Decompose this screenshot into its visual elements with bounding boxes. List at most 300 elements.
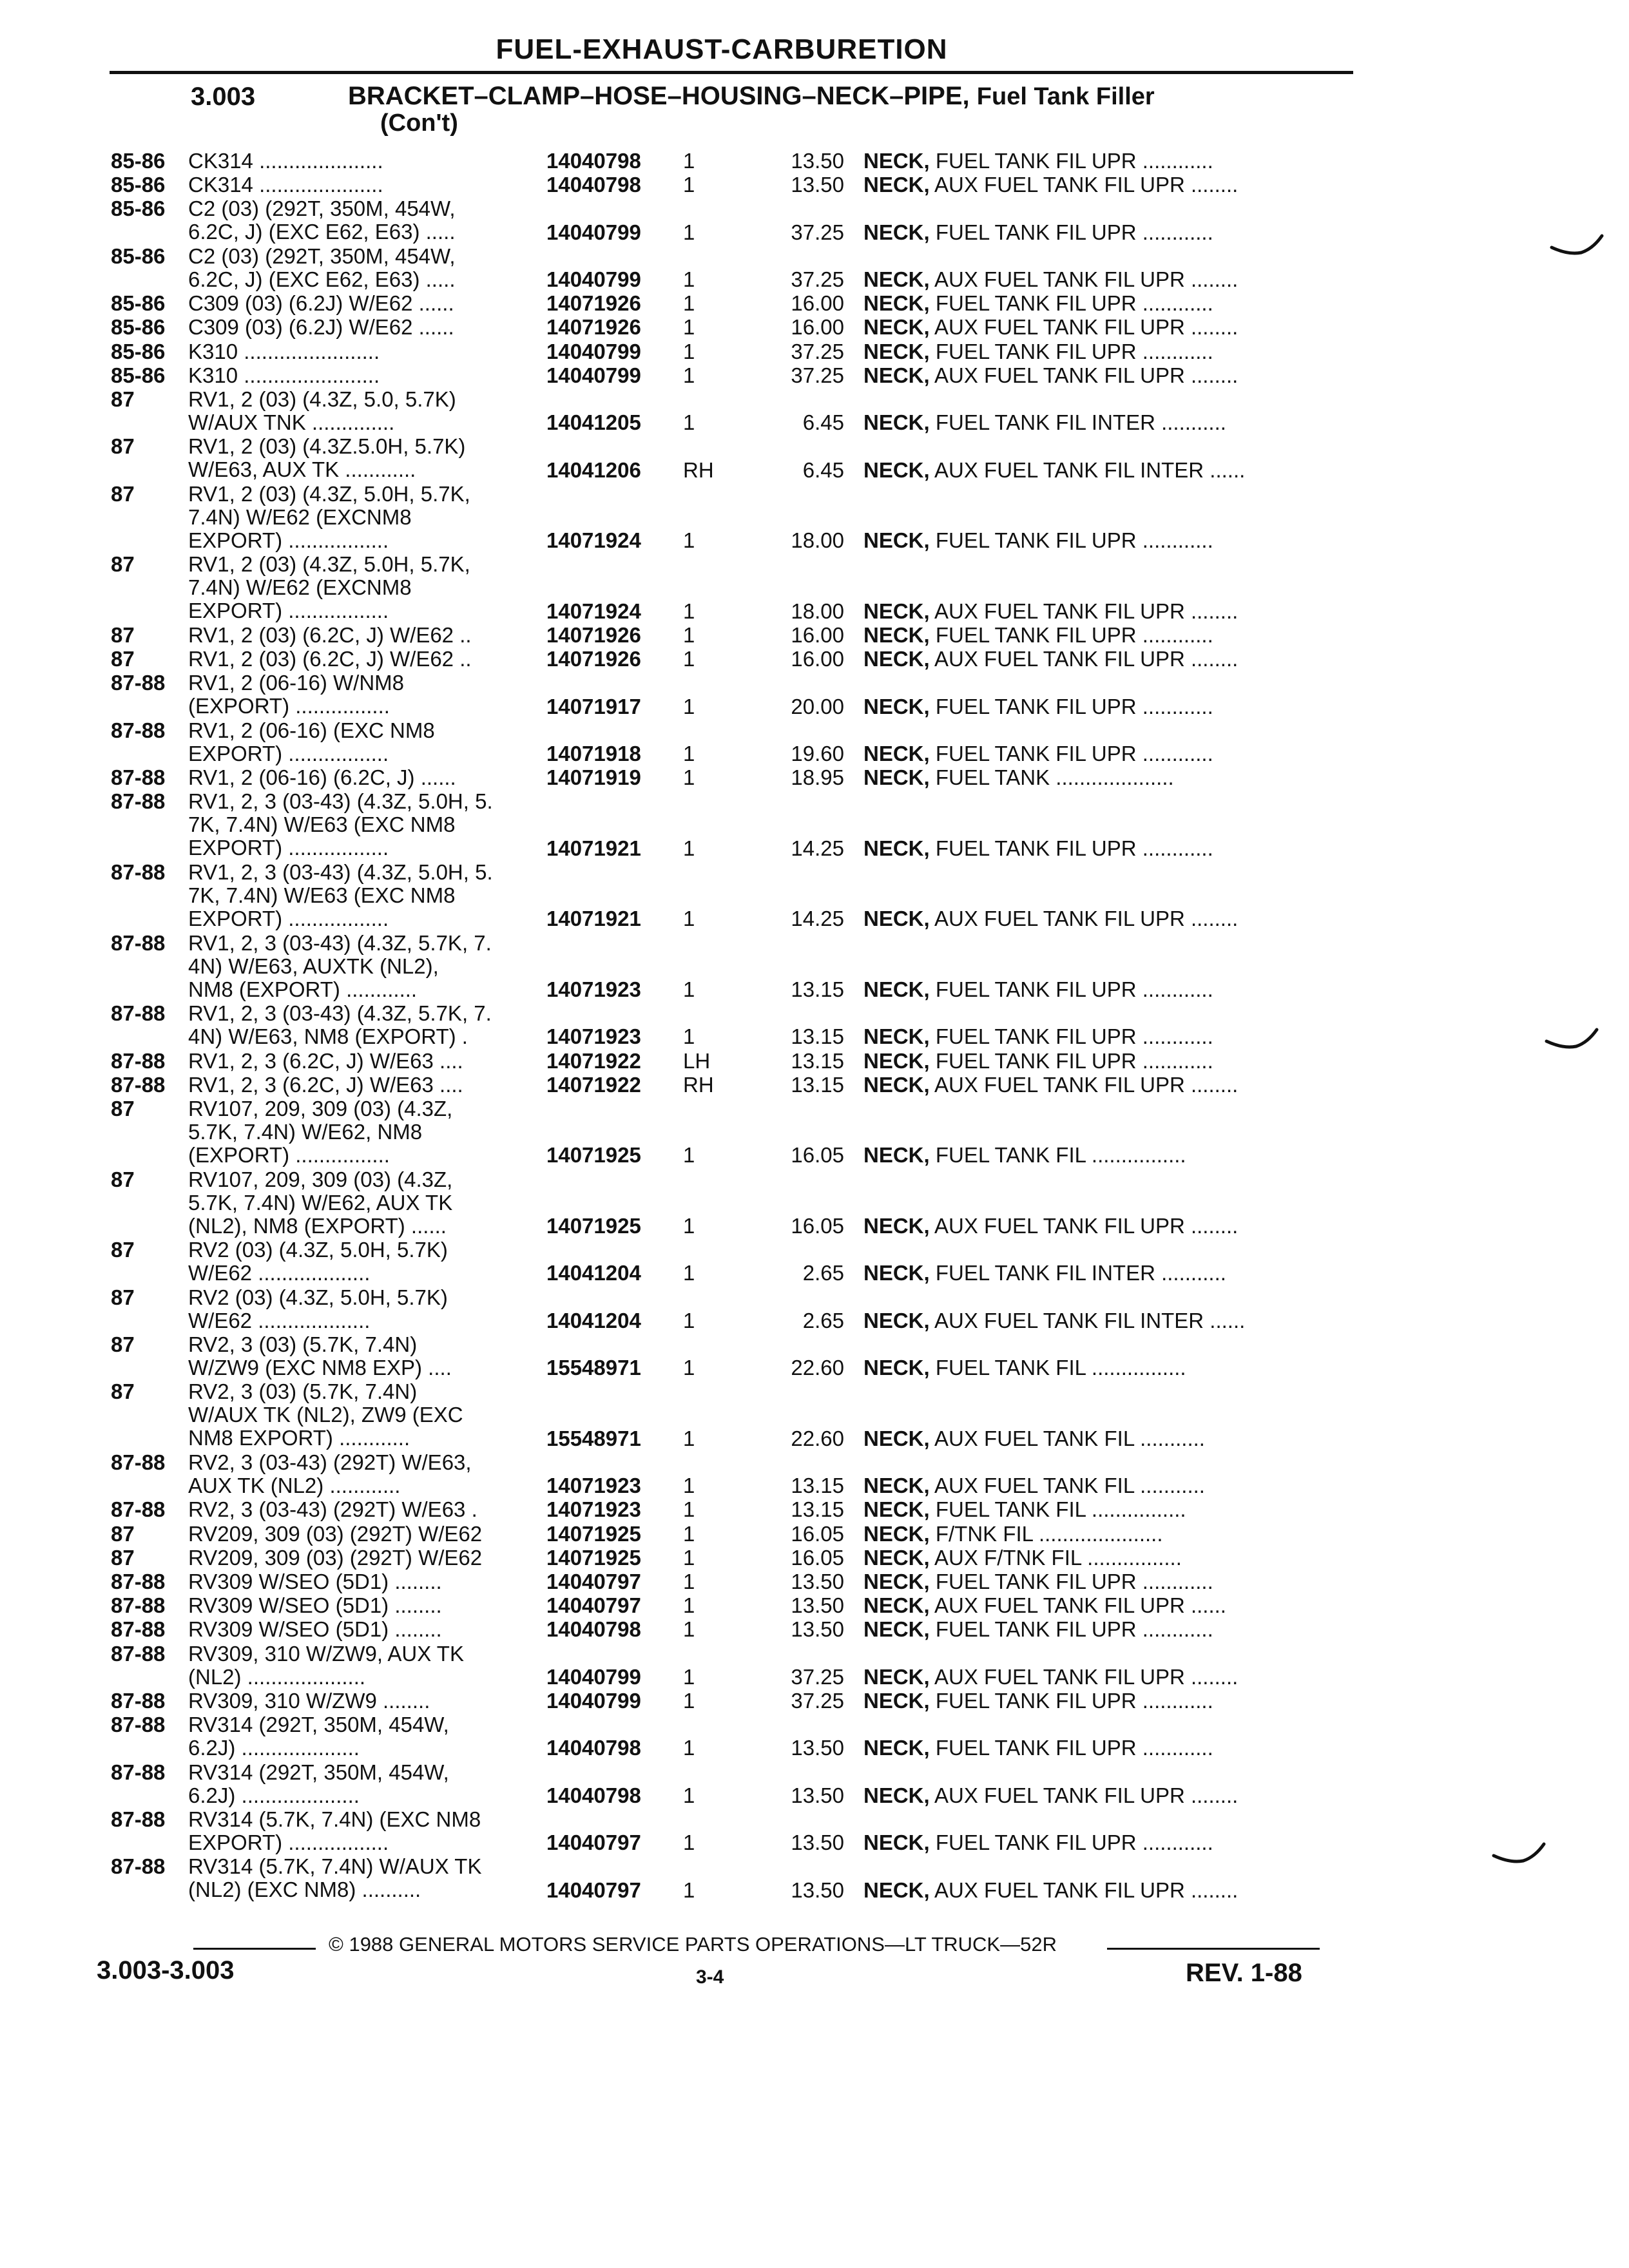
- part-name-detail: FUEL TANK FIL ................: [929, 1498, 1186, 1522]
- part-number: 14071925: [546, 1521, 641, 1546]
- part-name-prefix: NECK,: [863, 1073, 930, 1097]
- part-name: [863, 459, 1340, 482]
- quantity: 1: [683, 291, 695, 316]
- part-number: 14040798: [546, 149, 641, 173]
- part-number: 14071926: [546, 291, 641, 316]
- part-number: 14071925: [546, 1545, 641, 1570]
- part-name-detail: AUX FUEL TANK FIL UPR ......: [929, 1594, 1226, 1618]
- application-description: RV1, 2 (03) (6.2C, J) W/E62 ..: [188, 647, 472, 671]
- part-name-detail: FUEL TANK FIL UPR ............: [929, 220, 1213, 244]
- model-year: 87: [111, 1167, 135, 1191]
- model-year: 87: [111, 647, 135, 671]
- part-name-detail: AUX FUEL TANK FIL UPR ........: [929, 173, 1239, 197]
- price: 6.45: [802, 410, 844, 435]
- quantity: 1: [683, 1783, 695, 1807]
- model-year: 85-86: [111, 291, 166, 316]
- section-continued-label: (Con't): [380, 110, 458, 137]
- price: 37.25: [791, 339, 844, 363]
- part-number: 14071925: [546, 1213, 641, 1238]
- quantity: 1: [683, 1664, 695, 1689]
- model-year: 87-88: [111, 1713, 166, 1737]
- part-name-detail: AUX F/TNK FIL ................: [929, 1546, 1182, 1570]
- section-title-suffix: Fuel Tank Filler: [976, 83, 1155, 110]
- part-name: [863, 1215, 1340, 1238]
- part-name-prefix: NECK,: [863, 1474, 930, 1498]
- part-number: 14071922: [546, 1048, 641, 1073]
- part-name-prefix: NECK,: [863, 340, 930, 363]
- model-year: 87: [111, 1545, 135, 1570]
- part-name-detail: FUEL TANK FIL UPR ............: [929, 836, 1213, 860]
- part-number: 14071924: [546, 599, 641, 623]
- part-name: [863, 1262, 1340, 1285]
- check-mark-icon: [1544, 1027, 1599, 1053]
- price: 6.45: [802, 457, 844, 482]
- part-name-detail: AUX FUEL TANK FIL INTER ......: [929, 458, 1246, 482]
- price: 22.60: [791, 1426, 844, 1450]
- model-year: 87: [111, 1521, 135, 1546]
- application-description: RV309 W/SEO (5D1) ........: [188, 1593, 442, 1618]
- model-year: 85-86: [111, 315, 166, 340]
- model-year: 87: [111, 387, 135, 411]
- check-mark-icon: [1491, 1841, 1547, 1867]
- part-name-detail: AUX FUEL TANK FIL UPR ........: [929, 599, 1239, 623]
- quantity: 1: [683, 647, 695, 671]
- application-description: RV2 (03) (4.3Z, 5.0H, 5.7K) W/E62 ...................: [188, 1285, 448, 1332]
- quantity: 1: [683, 599, 695, 623]
- model-year: 87-88: [111, 930, 166, 955]
- part-name: [863, 1474, 1340, 1497]
- price: 18.00: [791, 528, 844, 553]
- part-name: [863, 1309, 1340, 1332]
- part-number: 14040798: [546, 1736, 641, 1760]
- part-name: [863, 1073, 1340, 1097]
- part-number: 14041204: [546, 1308, 641, 1332]
- price: 16.05: [791, 1521, 844, 1546]
- part-name-detail: FUEL TANK FIL UPR ............: [929, 742, 1213, 765]
- application-description: RV1, 2 (03) (6.2C, J) W/E62 ..: [188, 623, 472, 647]
- part-number: 14040799: [546, 1689, 641, 1713]
- part-name: [863, 1618, 1340, 1641]
- part-name: [863, 1050, 1340, 1073]
- part-name-detail: FUEL TANK FIL UPR ............: [929, 695, 1213, 718]
- model-year: 85-86: [111, 197, 166, 221]
- price: 13.50: [791, 1593, 844, 1618]
- part-name-detail: AUX FUEL TANK FIL UPR ........: [929, 363, 1239, 387]
- part-name: [863, 600, 1340, 623]
- model-year: 87-88: [111, 1048, 166, 1073]
- part-name-prefix: NECK,: [863, 766, 930, 790]
- part-name-detail: AUX FUEL TANK FIL UPR ........: [929, 1073, 1239, 1097]
- quantity: 1: [683, 1617, 695, 1642]
- part-name-detail: FUEL TANK FIL UPR ............: [929, 624, 1213, 647]
- application-description: RV1, 2, 3 (03-43) (4.3Z, 5.0H, 5. 7K, 7.4N) W/E63 (EXC NM8 EXPORT) .................: [188, 860, 493, 930]
- part-name: [863, 695, 1340, 718]
- part-name-detail: AUX FUEL TANK FIL UPR ........: [929, 1878, 1239, 1902]
- part-number: 14071919: [546, 765, 641, 790]
- quantity: 1: [683, 1024, 695, 1049]
- part-name-detail: AUX FUEL TANK FIL UPR ........: [929, 267, 1239, 291]
- price: 16.00: [791, 291, 844, 316]
- price: 16.05: [791, 1545, 844, 1570]
- application-description: RV1, 2 (06-16) W/NM8 (EXPORT) ................: [188, 671, 404, 718]
- part-name-prefix: NECK,: [863, 648, 930, 671]
- part-name-prefix: NECK,: [863, 1618, 930, 1642]
- quantity: 1: [683, 220, 695, 244]
- application-description: RV1, 2 (03) (4.3Z.5.0H, 5.7K) W/E63, AUX TK ............: [188, 434, 466, 482]
- quantity: 1: [683, 1878, 695, 1902]
- model-year: 85-86: [111, 244, 166, 268]
- part-name-detail: FUEL TANK FIL ................: [929, 1356, 1186, 1380]
- price: 16.00: [791, 623, 844, 647]
- application-description: RV1, 2, 3 (6.2C, J) W/E63 ....: [188, 1048, 463, 1073]
- part-name-detail: FUEL TANK ....................: [929, 766, 1174, 790]
- part-number: 14071917: [546, 694, 641, 718]
- application-description: RV1, 2 (03) (4.3Z, 5.0H, 5.7K, 7.4N) W/E62 (EXCNM8 EXPORT) .................: [188, 552, 470, 623]
- part-name: [863, 316, 1340, 339]
- quantity: 1: [683, 149, 695, 173]
- part-name: [863, 1356, 1340, 1379]
- model-year: 85-86: [111, 363, 166, 387]
- part-name-detail: FUEL TANK FIL UPR ............: [929, 977, 1213, 1001]
- part-name-prefix: NECK,: [863, 411, 930, 435]
- application-description: RV1, 2 (06-16) (6.2C, J) ......: [188, 765, 456, 790]
- part-number: 14071921: [546, 907, 641, 931]
- part-name: [863, 364, 1340, 387]
- part-name-prefix: NECK,: [863, 1783, 930, 1807]
- model-year: 87-88: [111, 718, 166, 742]
- application-description: C2 (03) (292T, 350M, 454W, 6.2C, J) (EXC E62, E63) .....: [188, 197, 456, 244]
- model-year: 87-88: [111, 1072, 166, 1097]
- quantity: 1: [683, 741, 695, 765]
- part-name-detail: AUX FUEL TANK FIL UPR ........: [929, 1665, 1239, 1689]
- price: 16.00: [791, 315, 844, 340]
- part-name: [863, 1666, 1340, 1689]
- part-name: [863, 1689, 1340, 1713]
- part-name-prefix: NECK,: [863, 1546, 930, 1570]
- quantity: RH: [683, 457, 714, 482]
- model-year: 87-88: [111, 789, 166, 814]
- price: 13.15: [791, 1474, 844, 1498]
- quantity: 1: [683, 1497, 695, 1522]
- part-name-prefix: NECK,: [863, 1309, 930, 1332]
- part-name: [863, 149, 1340, 173]
- part-number: 14071926: [546, 647, 641, 671]
- price: 13.15: [791, 1072, 844, 1097]
- part-name-prefix: NECK,: [863, 624, 930, 647]
- application-description: RV209, 309 (03) (292T) W/E62: [188, 1521, 483, 1546]
- part-name-prefix: NECK,: [863, 1736, 930, 1760]
- quantity: 1: [683, 836, 695, 860]
- part-name-prefix: NECK,: [863, 836, 930, 860]
- part-name-prefix: NECK,: [863, 220, 930, 244]
- price: 37.25: [791, 1664, 844, 1689]
- part-number: 14040799: [546, 220, 641, 244]
- part-name-detail: FUEL TANK FIL ................: [929, 1144, 1186, 1168]
- part-name-prefix: NECK,: [863, 1878, 930, 1902]
- part-name: [863, 411, 1340, 434]
- part-name-prefix: NECK,: [863, 1356, 930, 1380]
- part-name: [863, 837, 1340, 860]
- application-description: RV1, 2, 3 (03-43) (4.3Z, 5.7K, 7. 4N) W/E63, AUXTK (NL2), NM8 (EXPORT) ............: [188, 930, 492, 1001]
- application-description: RV2 (03) (4.3Z, 5.0H, 5.7K) W/E62 ...................: [188, 1238, 448, 1285]
- quantity: 1: [683, 315, 695, 340]
- part-name-prefix: NECK,: [863, 363, 930, 387]
- part-name: [863, 978, 1340, 1001]
- part-name-prefix: NECK,: [863, 1025, 930, 1049]
- part-name-detail: FUEL TANK FIL UPR ............: [929, 1049, 1213, 1073]
- part-name: [863, 1427, 1340, 1450]
- application-description: RV107, 209, 309 (03) (4.3Z, 5.7K, 7.4N) W/E62, AUX TK (NL2), NM8 (EXPORT) ......: [188, 1167, 453, 1238]
- application-description: K310 .......................: [188, 363, 380, 387]
- part-name-detail: F/TNK FIL .....................: [929, 1522, 1163, 1546]
- quantity: 1: [683, 363, 695, 387]
- part-name-prefix: NECK,: [863, 1689, 930, 1713]
- application-description: RV107, 209, 309 (03) (4.3Z, 5.7K, 7.4N) W/E62, NM8 (EXPORT) ................: [188, 1097, 453, 1167]
- part-number: 14040799: [546, 1664, 641, 1689]
- part-name-detail: FUEL TANK FIL INTER ...........: [929, 411, 1226, 435]
- application-description: K310 .......................: [188, 339, 380, 363]
- model-year: 85-86: [111, 339, 166, 363]
- part-number: 14071918: [546, 741, 641, 765]
- application-description: RV1, 2, 3 (03-43) (4.3Z, 5.0H, 5. 7K, 7.4N) W/E63 (EXC NM8 EXPORT) .................: [188, 789, 493, 860]
- quantity: 1: [683, 1570, 695, 1593]
- model-year: 87-88: [111, 1001, 166, 1026]
- model-year: 87: [111, 552, 135, 577]
- part-name: [863, 1879, 1340, 1902]
- application-description: C309 (03) (6.2J) W/E62 ......: [188, 315, 454, 340]
- part-name: [863, 1736, 1340, 1760]
- price: 13.50: [791, 1570, 844, 1593]
- model-year: 87-88: [111, 1854, 166, 1879]
- model-year: 87-88: [111, 1689, 166, 1713]
- application-description: RV1, 2 (03) (4.3Z, 5.0, 5.7K) W/AUX TNK ..............: [188, 387, 456, 434]
- price: 16.00: [791, 647, 844, 671]
- application-description: RV314 (5.7K, 7.4N) (EXC NM8 EXPORT) .................: [188, 1807, 481, 1854]
- application-description: RV209, 309 (03) (292T) W/E62: [188, 1545, 483, 1570]
- part-name-prefix: NECK,: [863, 529, 930, 553]
- price: 37.25: [791, 267, 844, 291]
- part-name: [863, 907, 1340, 930]
- price: 18.00: [791, 599, 844, 623]
- part-number: 15548971: [546, 1356, 641, 1380]
- model-year: 87-88: [111, 1450, 166, 1474]
- part-name-detail: FUEL TANK FIL UPR ............: [929, 1689, 1213, 1713]
- price: 37.25: [791, 220, 844, 244]
- price: 13.50: [791, 1831, 844, 1855]
- price: 13.50: [791, 1617, 844, 1642]
- model-year: 87-88: [111, 1593, 166, 1618]
- quantity: 1: [683, 1736, 695, 1760]
- header-rule: [110, 71, 1353, 74]
- price: 37.25: [791, 1689, 844, 1713]
- quantity: 1: [683, 1356, 695, 1380]
- application-description: RV1, 2 (06-16) (EXC NM8 EXPORT) .................: [188, 718, 435, 765]
- price: 13.50: [791, 173, 844, 197]
- part-name-detail: AUX FUEL TANK FIL UPR ........: [929, 1214, 1239, 1238]
- part-name-prefix: NECK,: [863, 1831, 930, 1855]
- model-year: 87-88: [111, 1807, 166, 1831]
- part-name: [863, 1594, 1340, 1617]
- part-name-detail: FUEL TANK FIL UPR ............: [929, 292, 1213, 316]
- section-title: [348, 84, 1155, 109]
- part-name-prefix: NECK,: [863, 1427, 930, 1450]
- section-number: 3.003: [191, 82, 256, 111]
- part-number: 14071923: [546, 1024, 641, 1049]
- part-name-prefix: NECK,: [863, 149, 930, 173]
- footer-rule-right: [1107, 1948, 1320, 1950]
- quantity: 1: [683, 410, 695, 435]
- part-name-detail: FUEL TANK FIL UPR ............: [929, 529, 1213, 553]
- application-description: CK314 .....................: [188, 149, 383, 173]
- part-name-prefix: NECK,: [863, 292, 930, 316]
- application-description: RV314 (5.7K, 7.4N) W/AUX TK (NL2) (EXC NM8) ..........: [188, 1854, 482, 1902]
- part-name-prefix: NECK,: [863, 1144, 930, 1168]
- quantity: RH: [683, 1072, 714, 1097]
- model-year: 87-88: [111, 1617, 166, 1642]
- model-year: 87: [111, 1097, 135, 1120]
- part-name: [863, 766, 1340, 789]
- quantity: 1: [683, 173, 695, 197]
- price: 13.15: [791, 1024, 844, 1049]
- price: 14.25: [791, 836, 844, 860]
- part-name-prefix: NECK,: [863, 1049, 930, 1073]
- part-name: [863, 742, 1340, 765]
- part-name-detail: AUX FUEL TANK FIL UPR ........: [929, 648, 1239, 671]
- quantity: LH: [683, 1048, 711, 1073]
- part-name-detail: AUX FUEL TANK FIL UPR ........: [929, 907, 1239, 931]
- price: 16.05: [791, 1213, 844, 1238]
- part-name-detail: AUX FUEL TANK FIL ...........: [929, 1474, 1205, 1498]
- quantity: 1: [683, 1545, 695, 1570]
- quantity: 1: [683, 1308, 695, 1332]
- part-name: [863, 1025, 1340, 1048]
- part-number: 14071921: [546, 836, 641, 860]
- price: 13.15: [791, 1497, 844, 1522]
- model-year: 87-88: [111, 1497, 166, 1522]
- part-name-prefix: NECK,: [863, 316, 930, 340]
- part-number: 14071925: [546, 1143, 641, 1168]
- part-number: 14071923: [546, 1474, 641, 1498]
- part-name-prefix: NECK,: [863, 1594, 930, 1618]
- quantity: 1: [683, 528, 695, 553]
- model-year: 85-86: [111, 149, 166, 173]
- model-year: 87: [111, 623, 135, 647]
- part-name-prefix: NECK,: [863, 1214, 930, 1238]
- part-number: 14071924: [546, 528, 641, 553]
- application-description: C2 (03) (292T, 350M, 454W, 6.2C, J) (EXC E62, E63) .....: [188, 244, 456, 291]
- application-description: RV314 (292T, 350M, 454W, 6.2J) ....................: [188, 1713, 449, 1760]
- quantity: 1: [683, 1474, 695, 1498]
- section-title-main: BRACKET–CLAMP–HOSE–HOUSING–NECK–PIPE,: [348, 82, 970, 110]
- application-description: RV309, 310 W/ZW9 ........: [188, 1689, 430, 1713]
- application-description: RV2, 3 (03) (5.7K, 7.4N) W/ZW9 (EXC NM8 EXP) ....: [188, 1332, 452, 1379]
- model-year: 87: [111, 1332, 135, 1356]
- quantity: 1: [683, 694, 695, 718]
- quantity: 1: [683, 1143, 695, 1168]
- application-description: RV2, 3 (03-43) (292T) W/E63 .: [188, 1497, 477, 1522]
- revision-label: REV. 1-88: [1186, 1959, 1302, 1987]
- part-number: 14040797: [546, 1570, 641, 1593]
- part-name-detail: FUEL TANK FIL UPR ............: [929, 1618, 1213, 1642]
- part-name-prefix: NECK,: [863, 1498, 930, 1522]
- part-name: [863, 221, 1340, 244]
- part-name: [863, 1144, 1340, 1167]
- quantity: 1: [683, 1689, 695, 1713]
- part-name-prefix: NECK,: [863, 1262, 930, 1285]
- part-name: [863, 648, 1340, 671]
- part-name-detail: AUX FUEL TANK FIL ...........: [929, 1427, 1205, 1450]
- part-name: [863, 268, 1340, 291]
- part-number: 14041205: [546, 410, 641, 435]
- part-name-prefix: NECK,: [863, 742, 930, 765]
- part-name-detail: FUEL TANK FIL UPR ............: [929, 1736, 1213, 1760]
- part-name-detail: FUEL TANK FIL INTER ...........: [929, 1262, 1226, 1285]
- part-number: 14040798: [546, 1783, 641, 1807]
- price: 14.25: [791, 907, 844, 931]
- part-name: [863, 529, 1340, 552]
- quantity: 1: [683, 977, 695, 1001]
- quantity: 1: [683, 1213, 695, 1238]
- quantity: 1: [683, 1426, 695, 1450]
- price: 37.25: [791, 363, 844, 387]
- part-name-detail: FUEL TANK FIL UPR ............: [929, 340, 1213, 363]
- model-year: 87-88: [111, 671, 166, 695]
- application-description: RV309 W/SEO (5D1) ........: [188, 1570, 442, 1593]
- quantity: 1: [683, 1521, 695, 1546]
- application-description: RV309 W/SEO (5D1) ........: [188, 1617, 442, 1642]
- part-name: [863, 1784, 1340, 1807]
- part-name-detail: FUEL TANK FIL UPR ............: [929, 1831, 1213, 1855]
- part-number: 14040797: [546, 1878, 641, 1902]
- application-description: CK314 .....................: [188, 173, 383, 197]
- part-name-prefix: NECK,: [863, 1522, 930, 1546]
- model-year: 87: [111, 1379, 135, 1404]
- price: 20.00: [791, 694, 844, 718]
- part-number: 14071923: [546, 977, 641, 1001]
- part-number: 14040799: [546, 339, 641, 363]
- part-number: 14071926: [546, 315, 641, 340]
- part-name-prefix: NECK,: [863, 267, 930, 291]
- part-number: 14040798: [546, 173, 641, 197]
- part-name-prefix: NECK,: [863, 907, 930, 931]
- quantity: 1: [683, 1593, 695, 1618]
- price: 2.65: [802, 1261, 844, 1285]
- quantity: 1: [683, 623, 695, 647]
- quantity: 1: [683, 1261, 695, 1285]
- part-number: 14071926: [546, 623, 641, 647]
- footer-copyright: © 1988 GENERAL MOTORS SERVICE PARTS OPERATIONS—LT TRUCK—52R: [329, 1933, 1057, 1956]
- part-name-prefix: NECK,: [863, 599, 930, 623]
- part-number: 14071923: [546, 1497, 641, 1522]
- application-description: RV2, 3 (03-43) (292T) W/E63, AUX TK (NL2) ............: [188, 1450, 472, 1497]
- part-number: 14040799: [546, 363, 641, 387]
- part-name-prefix: NECK,: [863, 977, 930, 1001]
- price: 13.50: [791, 1783, 844, 1807]
- part-number: 14071922: [546, 1072, 641, 1097]
- price: 13.50: [791, 1878, 844, 1902]
- application-description: RV309, 310 W/ZW9, AUX TK (NL2) ....................: [188, 1641, 464, 1689]
- part-name-detail: AUX FUEL TANK FIL UPR ........: [929, 316, 1239, 340]
- part-number: 14041206: [546, 457, 641, 482]
- price: 13.50: [791, 149, 844, 173]
- price: 2.65: [802, 1308, 844, 1332]
- quantity: 1: [683, 765, 695, 790]
- quantity: 1: [683, 907, 695, 931]
- part-name: [863, 1570, 1340, 1593]
- price: 22.60: [791, 1356, 844, 1380]
- model-year: 87-88: [111, 1760, 166, 1784]
- price: 13.15: [791, 977, 844, 1001]
